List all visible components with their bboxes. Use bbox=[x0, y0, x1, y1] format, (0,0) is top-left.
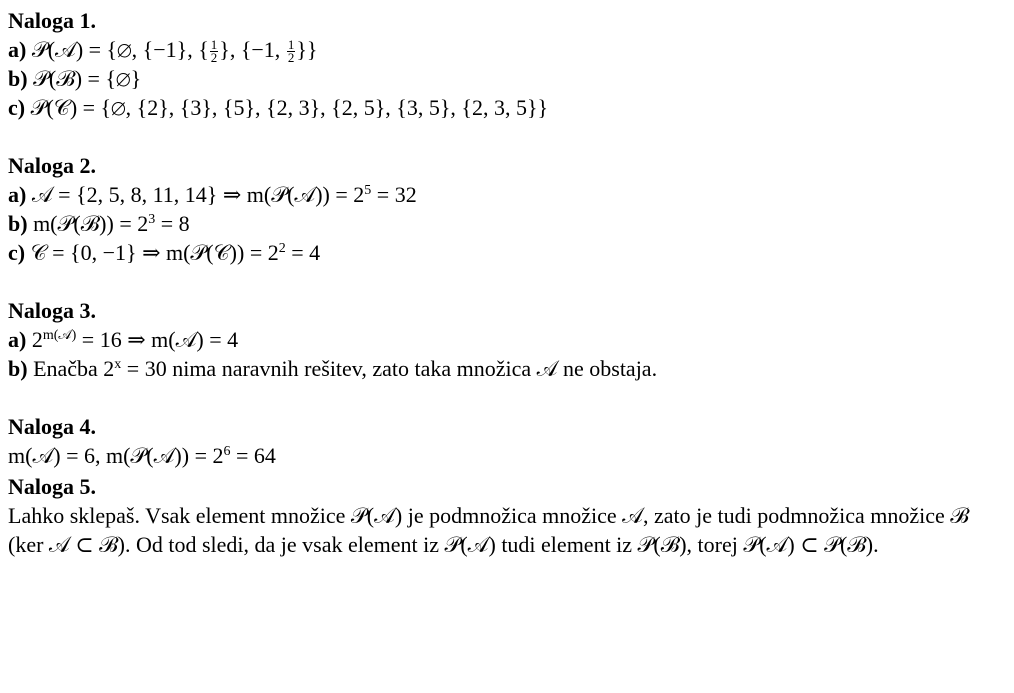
math-text: }} bbox=[296, 37, 318, 62]
task-line bbox=[8, 441, 998, 470]
fraction-numerator: 1 bbox=[287, 37, 295, 53]
math-text: = 16 ⇒ m(𝒜) = 4 bbox=[76, 327, 239, 352]
task-title: Naloga 4. bbox=[8, 414, 96, 439]
exponent: 5 bbox=[364, 183, 372, 198]
task-4 bbox=[8, 412, 998, 470]
item-label: b) bbox=[8, 211, 28, 236]
exponent: x bbox=[114, 357, 122, 372]
task-line bbox=[8, 209, 998, 238]
task-5 bbox=[8, 472, 998, 559]
math-text: m(𝒜) = 6, m(𝒫(𝒜)) = 2 bbox=[8, 443, 224, 468]
math-text: Enačba 2 bbox=[33, 356, 115, 381]
exponent: 3 bbox=[148, 212, 156, 227]
fraction bbox=[210, 39, 219, 64]
math-text: 2 bbox=[31, 327, 43, 352]
math-text: = 64 bbox=[230, 443, 276, 468]
fraction-numerator: 1 bbox=[210, 37, 218, 53]
math-text: m(𝒫(ℬ)) = 2 bbox=[33, 211, 149, 236]
task-line bbox=[8, 64, 998, 93]
item-label: a) bbox=[8, 327, 27, 352]
math-text: = 4 bbox=[285, 240, 321, 265]
task-paragraph: Lahko sklepaš. Vsak element množice 𝒫(𝒜) je podmnožica množice 𝒜, zato je tudi podmnožica množice ℬ (ker 𝒜 ⊂ ℬ). Od tod sledi, da je vsak element iz 𝒫(𝒜) tudi element iz 𝒫(ℬ), torej 𝒫(𝒜) ⊂ 𝒫(ℬ). bbox=[8, 503, 969, 557]
math-text: 𝒫(𝒜) = {∅, {−1}, { bbox=[31, 37, 209, 62]
math-text: 𝒫(ℬ) = {∅} bbox=[33, 66, 142, 91]
fraction-denominator: 2 bbox=[210, 50, 218, 66]
task-line bbox=[8, 325, 998, 354]
item-label: b) bbox=[8, 66, 28, 91]
item-label: b) bbox=[8, 356, 28, 381]
task-line bbox=[8, 35, 998, 64]
math-text: = 30 nima naravnih rešitev, zato taka množica 𝒜 ne obstaja. bbox=[121, 356, 658, 381]
math-text: 𝒞 = {0, −1} ⇒ m(𝒫(𝒞)) = 2 bbox=[30, 240, 279, 265]
task-1 bbox=[8, 6, 998, 122]
document-page bbox=[8, 6, 998, 559]
item-label: c) bbox=[8, 240, 26, 265]
math-text: 𝒜 = {2, 5, 8, 11, 14} ⇒ m(𝒫(𝒜)) = 2 bbox=[31, 182, 365, 207]
exponent: 6 bbox=[223, 444, 231, 459]
task-title: Naloga 5. bbox=[8, 474, 96, 499]
fraction-denominator: 2 bbox=[287, 50, 295, 66]
task-line bbox=[8, 93, 998, 122]
exponent: 2 bbox=[278, 241, 286, 256]
task-line bbox=[8, 180, 998, 209]
math-text: 𝒫(𝒞) = {∅, {2}, {3}, {5}, {2, 3}, {2, 5}, {3, 5}, {2, 3, 5}} bbox=[30, 95, 549, 120]
task-line bbox=[8, 238, 998, 267]
task-title: Naloga 2. bbox=[8, 153, 96, 178]
math-text: = 8 bbox=[155, 211, 190, 236]
task-3 bbox=[8, 296, 998, 383]
task-2 bbox=[8, 151, 998, 267]
task-line bbox=[8, 354, 998, 383]
math-text: = 32 bbox=[371, 182, 417, 207]
math-text: }, {−1, bbox=[219, 37, 286, 62]
item-label: a) bbox=[8, 37, 27, 62]
task-title: Naloga 3. bbox=[8, 298, 96, 323]
task-title: Naloga 1. bbox=[8, 8, 96, 33]
item-label: a) bbox=[8, 182, 27, 207]
item-label: c) bbox=[8, 95, 26, 120]
exponent: m(𝒜) bbox=[42, 328, 77, 343]
fraction bbox=[287, 39, 296, 64]
